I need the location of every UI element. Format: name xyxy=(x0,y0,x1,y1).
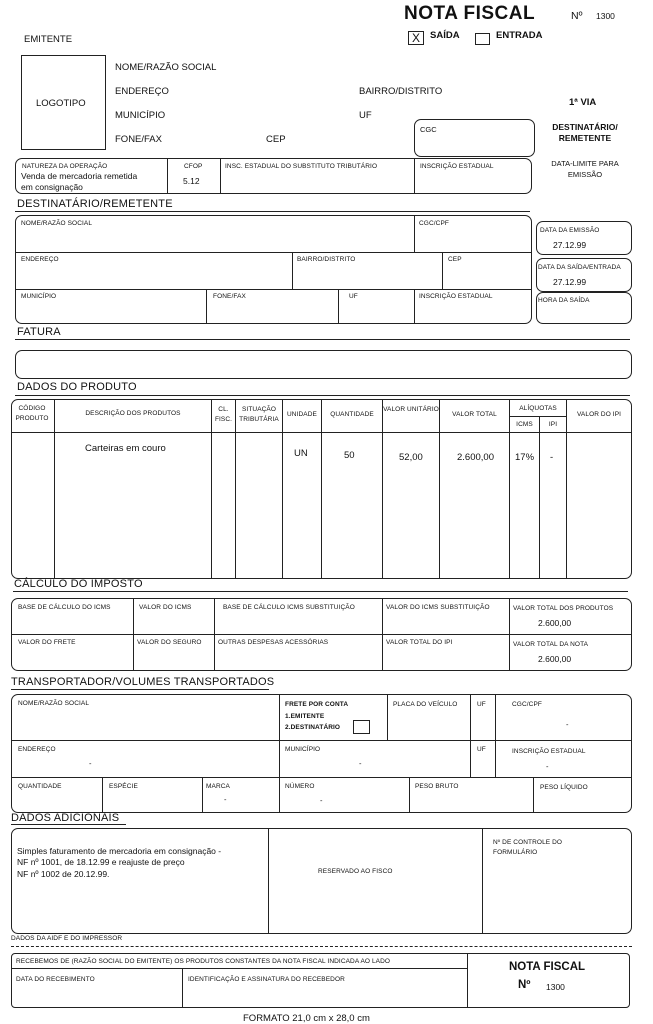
cfop-label: CFOP xyxy=(184,163,203,170)
number-label: Nº xyxy=(571,10,583,22)
fatura-field[interactable] xyxy=(15,350,632,379)
valor-icms-label: VALOR DO ICMS xyxy=(139,604,192,611)
emitente-fone-label: FONE/FAX xyxy=(115,134,162,145)
adicionais-texto-1[interactable]: Simples faturamento de mercadoria em consignação - xyxy=(17,846,222,856)
produto-icms[interactable]: 17% xyxy=(515,452,535,463)
col-aliquotas: ALÍQUOTAS xyxy=(519,405,557,412)
saida-label: SAÍDA xyxy=(430,30,460,41)
data-saida-label: DATA DA SAÍDA/ENTRADA xyxy=(538,264,621,271)
insc-subst-label: INSC. ESTADUAL DO SUBSTITUTO TRIBUTÁRIO xyxy=(225,163,378,170)
col-cl-fisc: CL. FISC. xyxy=(214,406,233,423)
col-valor-total: VALOR TOTAL xyxy=(452,411,497,418)
destinatario-section-title: DESTINATÁRIO/REMETENTE xyxy=(17,198,173,210)
adicionais-section-title: DADOS ADICIONAIS xyxy=(11,812,120,824)
imposto-section-title: CÁLCULO DO IMPOSTO xyxy=(14,578,143,590)
transp-municipio-value[interactable]: - xyxy=(359,759,362,768)
dest-uf-label: UF xyxy=(349,293,358,300)
produto-valor-unitario[interactable]: 52,00 xyxy=(399,452,423,463)
produtos-section-title: DADOS DO PRODUTO xyxy=(17,381,137,393)
insc-estadual-label: INSCRIÇÃO ESTADUAL xyxy=(420,163,494,170)
dest-cgc-label: CGC/CPF xyxy=(419,220,449,227)
base-subst-label: BASE DE CÁLCULO ICMS SUBSTITUIÇÃO xyxy=(223,604,355,611)
data-emissao-value: 27.12.99 xyxy=(553,240,587,250)
emitente-cgc-label: CGC xyxy=(420,125,437,134)
canhoto-nf-number: 1300 xyxy=(546,982,565,992)
controle-formulario-label: Nº DE CONTROLE DO FORMULÁRIO xyxy=(493,839,563,856)
aidf-label: DADOS DA AIDF E DO IMPRESSOR xyxy=(11,935,123,942)
dest-nome-label: NOME/RAZÃO SOCIAL xyxy=(21,220,93,227)
transp-municipio-label: MUNICÍPIO xyxy=(285,746,321,753)
fatura-section-title: FATURA xyxy=(17,326,61,338)
seguro-label: VALOR DO SEGURO xyxy=(137,639,202,646)
frete-label: VALOR DO FRETE xyxy=(18,639,76,646)
transp-nome-label: NOME/RAZÃO SOCIAL xyxy=(18,700,90,707)
especie-label: ESPÉCIE xyxy=(109,783,138,790)
col-quantidade: QUANTIDADE xyxy=(330,411,374,418)
data-emissao-label: DATA DA EMISSÃO xyxy=(540,227,600,234)
canhoto-nf-title: NOTA FISCAL xyxy=(509,961,586,973)
natureza-operacao-line2[interactable]: em consignação xyxy=(21,182,83,192)
dest-cep-label: CEP xyxy=(448,256,462,263)
base-icms-label: BASE DE CÁLCULO DO ICMS xyxy=(18,604,111,611)
total-ipi-label: VALOR TOTAL DO IPI xyxy=(386,639,453,646)
saida-checkbox[interactable] xyxy=(408,31,424,45)
transporte-section-title: TRANSPORTADOR/VOLUMES TRANSPORTADOS xyxy=(11,676,275,688)
transp-endereco-label: ENDEREÇO xyxy=(18,746,56,753)
peso-bruto-label: PESO BRUTO xyxy=(415,783,459,790)
document-number: 1300 xyxy=(596,11,615,21)
marca-value[interactable]: - xyxy=(224,795,227,804)
cut-line xyxy=(11,946,632,947)
produto-unidade[interactable]: UN xyxy=(294,448,308,459)
transp-insc-value[interactable]: - xyxy=(546,762,549,771)
entrada-label: ENTRADA xyxy=(496,30,543,41)
col-situacao: SITUAÇÃO TRIBUTÁRIA xyxy=(239,406,279,423)
placa-label: PLACA DO VEÍCULO xyxy=(393,701,458,708)
logo-placeholder: LOGOTIPO xyxy=(36,98,86,109)
col-unidade: UNIDADE xyxy=(287,411,317,418)
frete-emitente: 1.EMITENTE xyxy=(285,713,325,720)
transp-uf2-label: UF xyxy=(477,746,486,753)
hora-saida-label: HORA DA SAÍDA xyxy=(538,297,590,304)
transp-insc-label: INSCRIÇÃO ESTADUAL xyxy=(512,748,586,755)
col-descricao: DESCRIÇÃO DOS PRODUTOS xyxy=(85,410,181,417)
total-nota-value: 2.600,00 xyxy=(538,654,572,664)
outras-despesas-label: OUTRAS DESPESAS ACESSÓRIAS xyxy=(218,639,329,646)
identificacao-label[interactable]: IDENTIFICAÇÃO E ASSINATURA DO RECEBEDOR xyxy=(188,976,345,983)
total-produtos-label: VALOR TOTAL DOS PRODUTOS xyxy=(513,605,614,612)
emitente-nome-label: NOME/RAZÃO SOCIAL xyxy=(115,62,217,73)
col-icms: ICMS xyxy=(516,421,533,428)
col-valor-unitario: VALOR UNITÁRIO xyxy=(383,406,439,413)
formato-footer: FORMATO 21,0 cm x 28,0 cm xyxy=(243,1013,370,1024)
frete-checkbox[interactable] xyxy=(353,720,370,734)
peso-liquido-label: PESO LÍQUIDO xyxy=(540,784,588,791)
data-saida-value: 27.12.99 xyxy=(553,277,587,287)
dest-bairro-label: BAIRRO/DISTRITO xyxy=(297,256,356,263)
dest-insc-label: INSCRIÇÃO ESTADUAL xyxy=(419,293,493,300)
transp-uf-label: UF xyxy=(477,701,486,708)
dest-fone-label: FONE/FAX xyxy=(213,293,246,300)
marca-label: MARCA xyxy=(206,783,230,790)
col-valor-ipi: VALOR DO IPI xyxy=(576,411,622,418)
emitente-label: EMITENTE xyxy=(24,34,73,45)
numero-label: NÚMERO xyxy=(285,783,315,790)
canhoto-nf-number-label: Nº xyxy=(518,979,531,991)
transp-endereco-value[interactable]: - xyxy=(89,759,92,768)
destinatario-remetente-label: DESTINATÁRIO/ REMETENTE xyxy=(552,122,618,143)
produto-valor-total[interactable]: 2.600,00 xyxy=(457,452,494,463)
emitente-cep-label: CEP xyxy=(266,134,286,145)
emitente-bairro-label: BAIRRO/DISTRITO xyxy=(359,86,443,97)
emitente-endereco-label: ENDEREÇO xyxy=(115,86,169,97)
data-limite-label: DATA-LIMITE PARA EMISSÃO xyxy=(551,159,619,179)
produto-descricao[interactable]: Carteiras em couro xyxy=(85,443,166,454)
adicionais-texto-2[interactable]: NF nº 1001, de 18.12.99 e reajuste de preço xyxy=(17,857,185,867)
transp-cgc-label: CGC/CPF xyxy=(512,701,542,708)
col-codigo: CÓDIGO PRODUTO xyxy=(15,405,49,422)
frete-destinatario: 2.DESTINATÁRIO xyxy=(285,724,341,731)
produto-quantidade[interactable]: 50 xyxy=(344,450,355,461)
numero-value[interactable]: - xyxy=(320,796,323,805)
document-title: NOTA FISCAL xyxy=(404,3,536,24)
quantidade-label: QUANTIDADE xyxy=(18,783,62,790)
natureza-operacao-label: NATUREZA DA OPERAÇÃO xyxy=(22,163,108,170)
total-produtos-value: 2.600,00 xyxy=(538,618,572,628)
recebemos-text: RECEBEMOS DE (RAZÃO SOCIAL DO EMITENTE) OS PRODUTOS CONSTANTES DA NOTA FISCAL INDICADA AO LADO xyxy=(16,958,391,965)
dest-municipio-label: MUNICÍPIO xyxy=(21,293,57,300)
destinatario-block xyxy=(15,215,532,324)
cfop-value[interactable]: 5.12 xyxy=(183,176,200,186)
entrada-checkbox[interactable] xyxy=(475,33,490,45)
produto-ipi[interactable]: - xyxy=(550,452,554,463)
transp-cgc-value[interactable]: - xyxy=(566,720,569,729)
natureza-operacao-line1[interactable]: Venda de mercadoria remetida xyxy=(21,171,138,181)
dest-endereco-label: ENDEREÇO xyxy=(21,256,59,263)
via-label: 1ª VIA xyxy=(569,97,597,108)
data-recebimento-label[interactable]: DATA DO RECEBIMENTO xyxy=(16,976,95,983)
reservado-fisco-label: RESERVADO AO FISCO xyxy=(318,868,393,875)
valor-subst-label: VALOR DO ICMS SUBSTITUIÇÃO xyxy=(386,604,490,611)
total-nota-label: VALOR TOTAL DA NOTA xyxy=(513,641,589,648)
emitente-municipio-label: MUNICÍPIO xyxy=(115,110,166,121)
adicionais-texto-3[interactable]: NF nº 1002 de 20.12.99. xyxy=(17,869,110,879)
col-ipi: IPI xyxy=(548,421,558,428)
saida-check-mark: X xyxy=(412,31,421,45)
frete-conta-label: FRETE POR CONTA xyxy=(285,701,349,708)
emitente-uf-label: UF xyxy=(359,110,372,121)
